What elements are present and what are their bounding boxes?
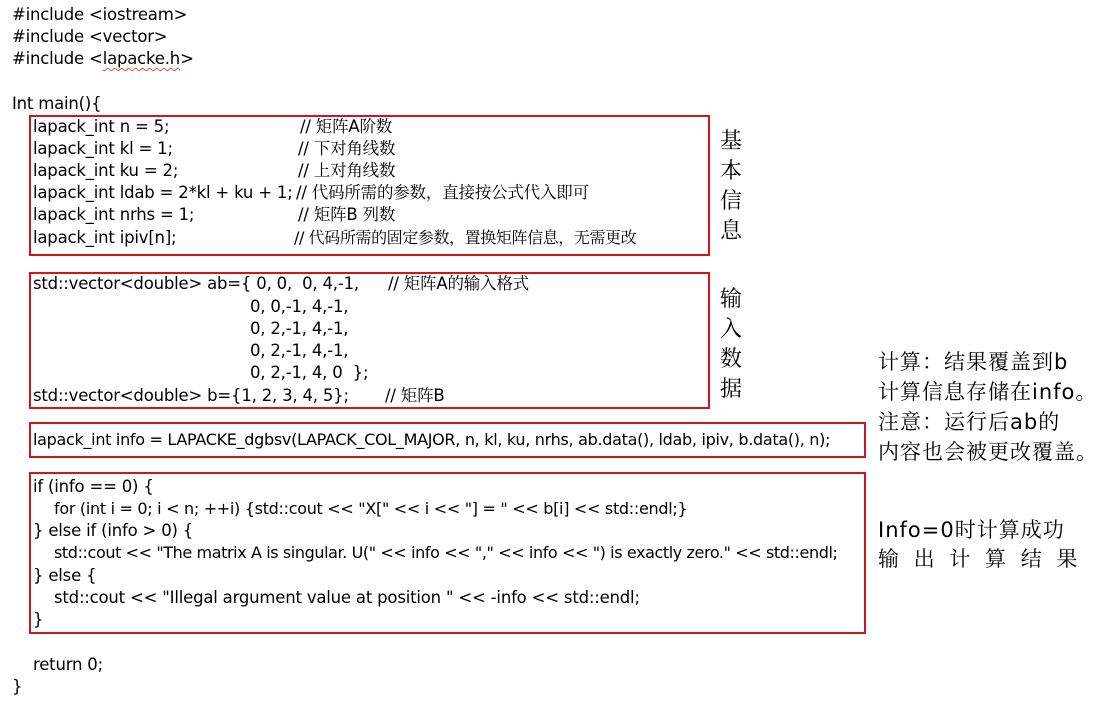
- kl-comment: // 下对角线数: [298, 139, 396, 158]
- ab-vector-line-3: 0, 2,-1, 4,-1,: [250, 319, 349, 338]
- include-lapacke-header: lapacke.h: [102, 49, 181, 68]
- include-lapacke: [12, 48, 194, 70]
- n-declaration: lapack_int n = 5;: [33, 117, 170, 136]
- else-line: } else {: [33, 566, 97, 585]
- calc-note-line-4: 内容也会被更改覆盖。: [878, 440, 1098, 464]
- singular-message-line: std::cout << "The matrix A is singular. U(" << info << "," << info << ") is exactly zero." << std::endl;: [54, 543, 838, 562]
- input-data-label: 输入数据: [719, 287, 742, 402]
- kl-declaration: lapack_int kl = 1;: [33, 139, 173, 158]
- solver-call-line: lapack_int info = LAPACKE_dgbsv(LAPACK_COL_MAJOR, n, kl, ku, nrhs, ab.data(), ldab, ipiv, b.data(), n);: [33, 430, 831, 449]
- ipiv-comment: // 代码所需的固定参数，置换矩阵信息，无需更改: [294, 228, 637, 247]
- else-if-line: } else if (info > 0) {: [33, 521, 194, 540]
- ab-comment: // 矩阵A的输入格式: [388, 274, 529, 293]
- ab-vector-line-1: std::vector<double> ab={ 0, 0, 0, 4,-1,: [33, 274, 359, 293]
- closing-brace: }: [33, 610, 44, 629]
- n-comment: // 矩阵A阶数: [300, 117, 393, 136]
- ab-vector-line-4: 0, 2,-1, 4,-1,: [250, 341, 349, 360]
- ku-declaration: lapack_int ku = 2;: [33, 161, 179, 180]
- calc-note-line-1: 计算：结果覆盖到b: [878, 350, 1069, 374]
- for-loop-line: for (int i = 0; i < n; ++i) {std::cout << "X[" << i << "] = " << b[i] << std::endl;}: [54, 499, 688, 518]
- ldab-declaration: lapack_int ldab = 2*kl + ku + 1;: [33, 183, 293, 202]
- calc-note-line-3: 注意：运行后ab的: [878, 410, 1061, 434]
- basic-info-label: 基本信息: [719, 129, 742, 244]
- ldab-comment: // 代码所需的参数，直接按公式代入即可: [296, 183, 589, 202]
- result-note-line-2: 输 出 计 算 结 果: [878, 547, 1082, 571]
- include-iostream: #include <iostream>: [12, 5, 188, 24]
- main-closing-brace: }: [12, 677, 23, 696]
- main-signature: Int main(){: [12, 94, 102, 113]
- ab-vector-line-5: 0, 2,-1, 4, 0 };: [250, 363, 369, 382]
- b-comment: // 矩阵B: [385, 386, 445, 405]
- illegal-argument-line: std::cout << "Illegal argument value at position " << -info << std::endl;: [54, 588, 640, 607]
- include-vector: #include <vector>: [12, 27, 168, 46]
- ab-vector-line-2: 0, 0,-1, 4,-1,: [250, 297, 349, 316]
- include-lapacke-prefix: #include <: [12, 49, 103, 68]
- ipiv-declaration: lapack_int ipiv[n];: [33, 228, 177, 247]
- nrhs-declaration: lapack_int nrhs = 1;: [33, 205, 195, 224]
- include-lapacke-suffix: >: [180, 49, 194, 68]
- ku-comment: // 上对角线数: [298, 161, 396, 180]
- if-line: if (info == 0) {: [33, 477, 154, 496]
- result-note-line-1: Info=0时计算成功: [878, 518, 1065, 542]
- calc-note-line-2: 计算信息存储在info。: [878, 380, 1098, 404]
- nrhs-comment: // 矩阵B 列数: [298, 205, 396, 224]
- b-vector-line: std::vector<double> b={1, 2, 3, 4, 5};: [33, 386, 349, 405]
- return-line: return 0;: [33, 655, 103, 674]
